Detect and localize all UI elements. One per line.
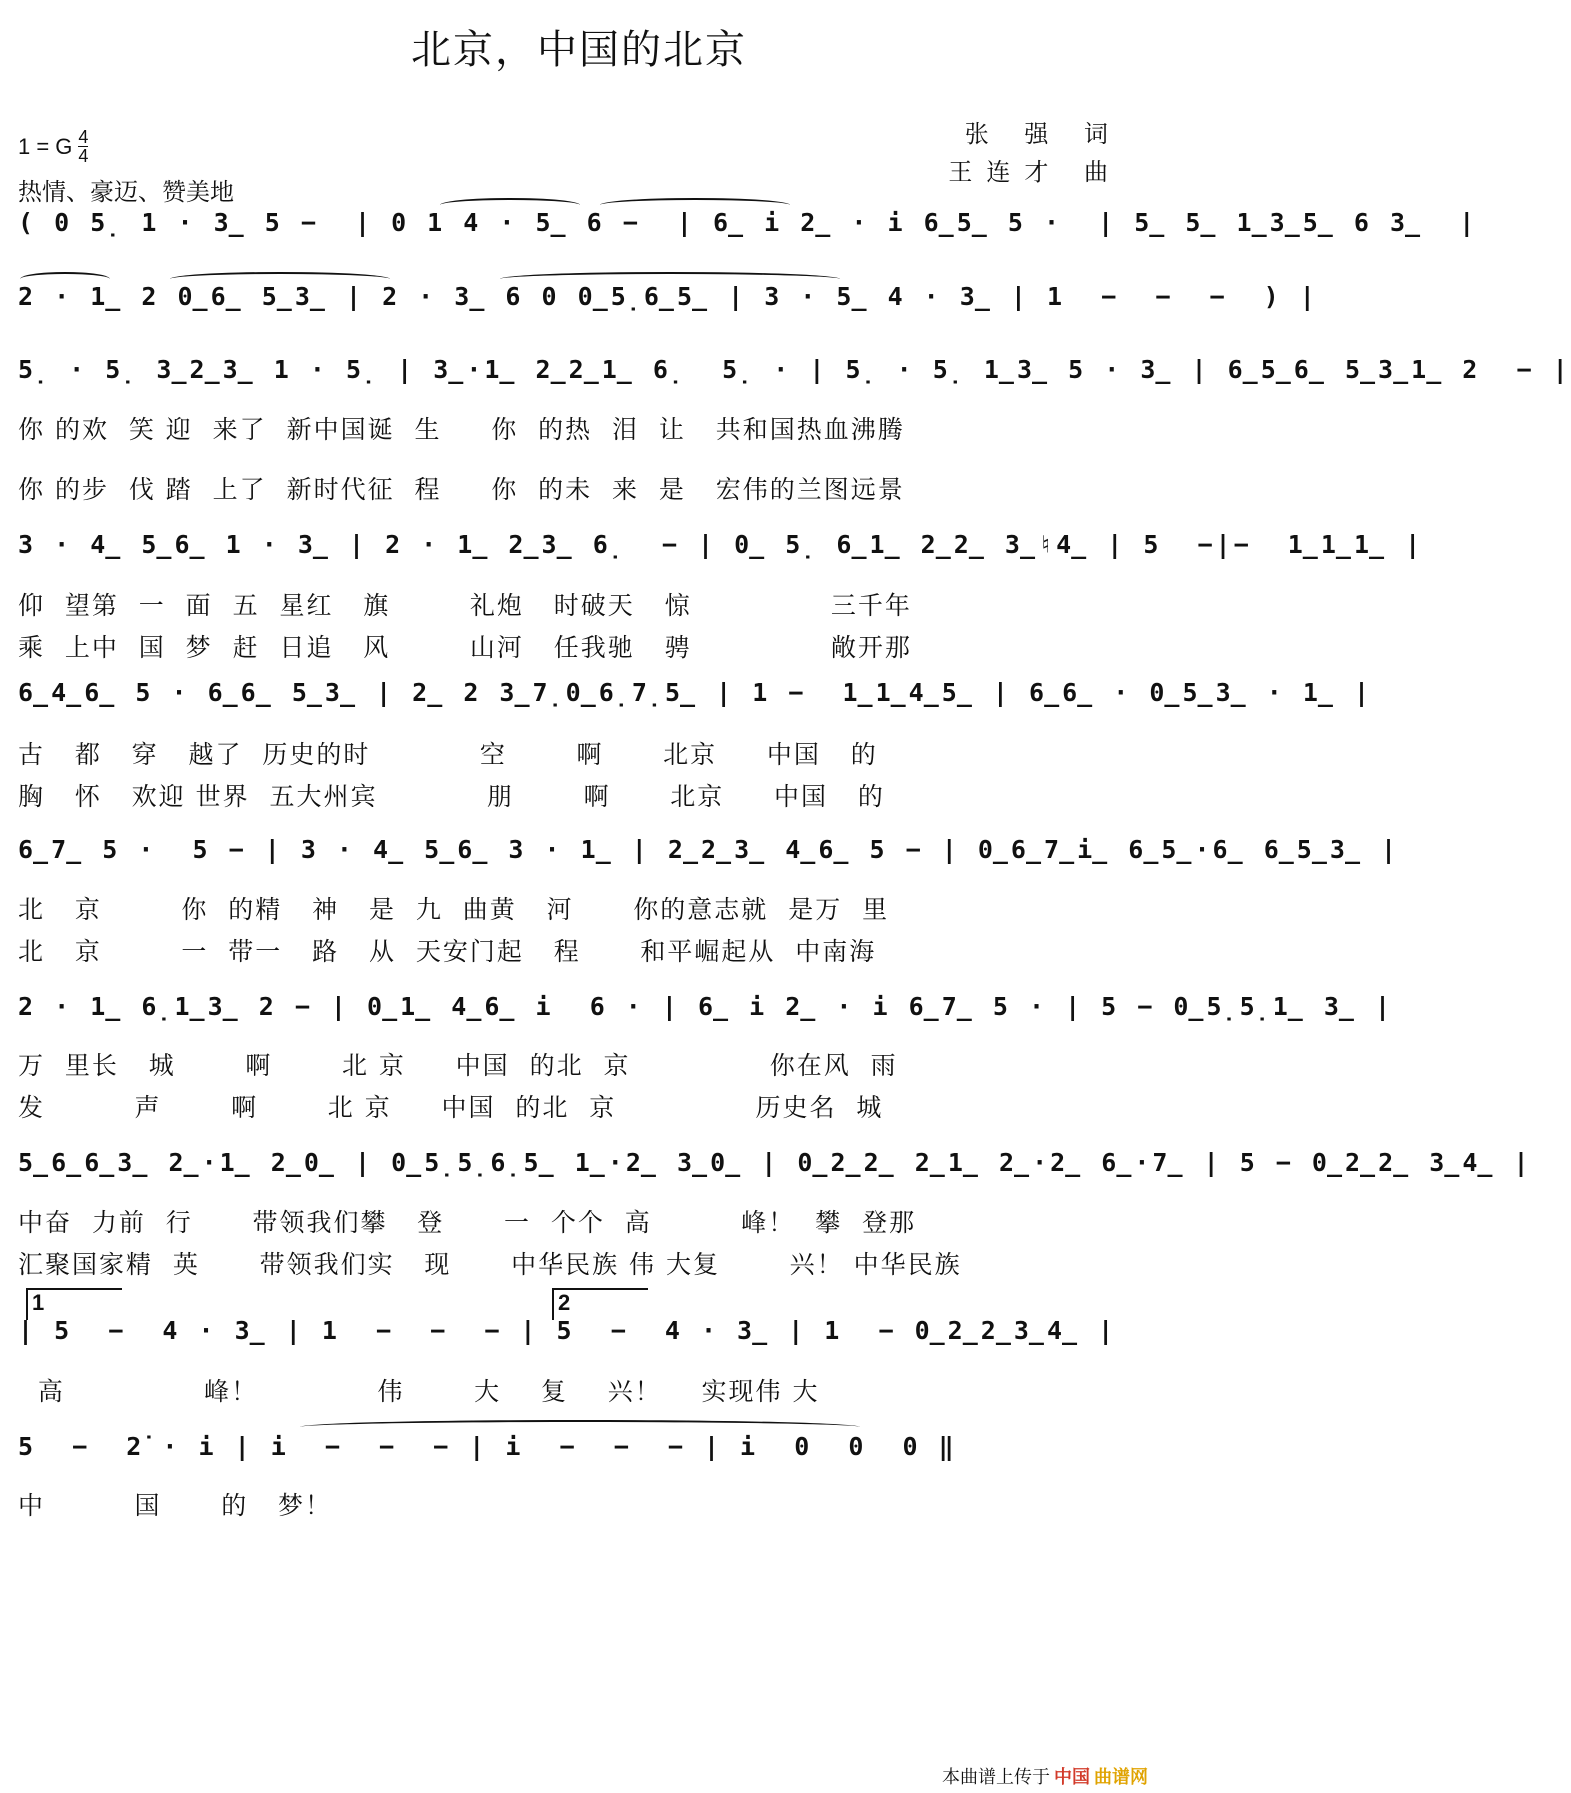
lyric-row-4-verse-2: 乘 上中 国 梦 赶 日追 风 山河 任我驰 骋 敞开那 — [18, 633, 912, 662]
watermark-brand-2: 曲谱网 — [1094, 1767, 1148, 1788]
volta-2: 2 — [552, 1288, 648, 1320]
lyric-row-6-verse-2: 北 京 一 带一 路 从 天安门起 程 和平崛起从 中南海 — [18, 937, 877, 966]
lyric-row-9: 高 峰！ 伟 大 复 兴！ 实现伟 大 — [18, 1377, 820, 1406]
key-label: 1 = G — [18, 133, 73, 159]
watermark-text: 本曲谱上传于 — [942, 1767, 1050, 1788]
time-beats: 4 — [78, 127, 89, 147]
slur — [20, 272, 110, 286]
slur — [440, 198, 580, 212]
watermark-brand: 中国 — [1054, 1767, 1090, 1788]
tie — [300, 1420, 860, 1434]
notation-row-1: ( 0 5̣ 1 · 3̲ 5 − | 0 1 4 · 5̲ 6 − | 6̲ i 2̲ · i 6̲5̲ 5 · | 5̲ 5̲ 1̲3̲5̲ 6 3̲ | — [18, 208, 1478, 237]
song-title: 北京，中国的北京 — [411, 27, 747, 73]
lyric-row-7-verse-2: 发 声 啊 北 京 中国 的北 京 历史名 城 — [18, 1093, 884, 1122]
slur — [500, 272, 840, 286]
volta-1: 1 — [26, 1288, 122, 1320]
lyric-row-8-verse-2: 汇聚国家精 英 带领我们实 现 中华民族 伟 大复 兴！ 中华民族 — [18, 1250, 962, 1279]
composer-credit: 王连才 曲 — [948, 158, 1122, 186]
notation-row-10: 5 − 2̇ · i | i − − − | i − − − | i 0 0 0 ‖ — [18, 1432, 957, 1461]
watermark — [942, 1763, 1148, 1789]
lyric-row-3-verse-2: 你 的步 伐 踏 上了 新时代征 程 你 的未 来 是 宏伟的兰图远景 — [18, 475, 905, 504]
lyric-row-3-verse-1: 你 的欢 笑 迎 来了 新中国诞 生 你 的热 泪 让 共和国热血沸腾 — [18, 415, 905, 444]
notation-row-9: | 5 − 4 · 3̲ | 1 − − − | 5 − 4 · 3̲ | 1 − 0̲2̲2̲3̲4̲ | — [18, 1316, 1117, 1345]
lyric-row-6-verse-1: 北 京 你 的精 神 是 九 曲黄 河 你的意志就 是万 里 — [18, 895, 890, 924]
lyric-row-7-verse-1: 万 里长 城 啊 北 京 中国 的北 京 你在风 雨 — [18, 1051, 898, 1080]
lyric-row-5-verse-2: 胸 怀 欢迎 世界 五大州宾 朋 啊 北京 中国 的 — [18, 782, 885, 811]
lyricist-credit: 张 强 词 — [964, 120, 1122, 148]
notation-row-4: 3 · 4̲ 5̲6̲ 1 · 3̲ | 2 · 1̲ 2̲3̲ 6̣ − | 0̲ 5̣ 6̲1̲ 2̲2̲ 3̲♮4̲ | 5 −|− 1̲1̲1̲ | — [18, 530, 1424, 559]
performance-mood: 热情、豪迈、赞美地 — [18, 178, 234, 206]
notation-row-7: 2 · 1̲ 6̣1̲3̲ 2 − | 0̲1̲ 4̲6̲ i 6 · | 6̲ i 2̲ · i 6̲7̲ 5 · | 5 − 0̲5̣5̣1̲ 3̲ | — [18, 992, 1394, 1021]
key-signature — [18, 128, 88, 165]
lyric-row-5-verse-1: 古 都 穿 越了 历史的时 空 啊 北京 中国 的 — [18, 740, 878, 769]
notation-row-8: 5̲6̲6̲3̲ 2̲·1̲ 2̲0̲ | 0̲5̣5̣6̣5̲ 1̲·2̲ 3̲0̲ | 0̲2̲2̲ 2̲1̲ 2̲·2̲ 6̲·7̲ | 5 − 0̲2̲2̲ 3̲4̲ | — [18, 1148, 1532, 1177]
time-unit: 4 — [78, 146, 89, 166]
slur — [600, 198, 790, 212]
lyric-row-8-verse-1: 中奋 力前 行 带领我们攀 登 一 个个 高 峰！ 攀 登那 — [18, 1208, 917, 1237]
notation-row-2: 2 · 1̲ 2 0̲6̲ 5̲3̲ | 2 · 3̲ 6 0 0̲5̣6̲5̲ | 3 · 5̲ 4 · 3̲ | 1 − − − ) | — [18, 282, 1318, 311]
notation-row-5: 6̲4̲6̲ 5 · 6̲6̲ 5̲3̲ | 2̲ 2 3̲7̣0̲6̣7̣5̲ | 1 − 1̲1̲4̲5̲ | 6̲6̲ · 0̲5̲3̲ · 1̲ | — [18, 678, 1373, 707]
time-signature — [78, 128, 88, 165]
notation-row-3: 5̣ · 5̣ 3̲2̲3̲ 1 · 5̣ | 3̲·1̲ 2̲2̲1̲ 6̣ 5̣ · | 5̣ · 5̣ 1̲3̲ 5 · 3̲ | 6̲5̲6̲ 5̲3̲1̲ 2 − | — [18, 355, 1571, 384]
slur — [170, 272, 390, 286]
lyric-row-4-verse-1: 仰 望第 一 面 五 星红 旗 礼炮 时破天 惊 三千年 — [18, 591, 912, 620]
lyric-row-10: 中 国 的 梦！ — [18, 1491, 333, 1520]
notation-row-6: 6̲7̲ 5 · 5 − | 3 · 4̲ 5̲6̲ 3 · 1̲ | 2̲2̲3̲ 4̲6̲ 5 − | 0̲6̲7̲i̲ 6̲5̲·6̲ 6̲5̲3̲ | — [18, 835, 1400, 864]
